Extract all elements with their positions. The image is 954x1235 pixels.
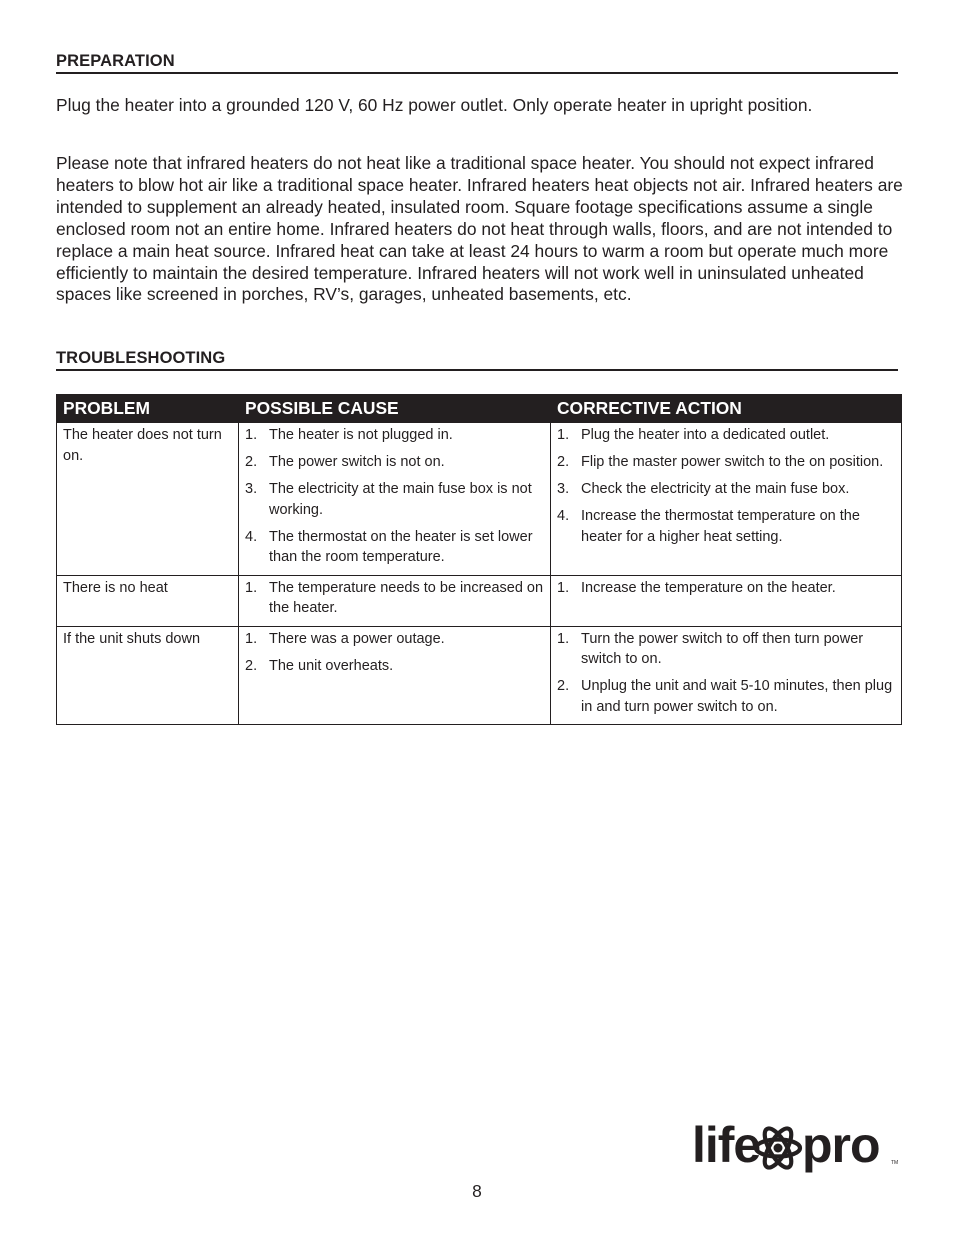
problem-cell: There is no heat	[57, 575, 239, 626]
action-cell	[551, 575, 902, 626]
list-text: There was a power outage.	[269, 630, 445, 647]
action-list	[557, 578, 895, 599]
logo-text-pro: pro	[802, 1117, 880, 1173]
atom-icon	[756, 1125, 800, 1172]
list-item	[557, 452, 895, 473]
list-text: The temperature needs to be increased on the heater.	[269, 579, 544, 616]
list-item	[245, 527, 544, 568]
table-header-row	[57, 395, 902, 423]
list-number: 3.	[245, 481, 258, 497]
column-header-possible-cause: POSSIBLE CAUSE	[239, 395, 551, 423]
cause-list	[245, 578, 544, 619]
list-text: Unplug the unit and wait 5-10 minutes, then plug in and turn power switch to on.	[581, 678, 893, 715]
cause-cell	[239, 423, 551, 576]
list-item	[245, 656, 544, 677]
column-header-problem: PROBLEM	[57, 395, 239, 423]
cause-list	[245, 629, 544, 677]
list-text: Plug the heater into a dedicated outlet.	[581, 427, 830, 443]
list-text: The heater is not plugged in.	[269, 427, 453, 443]
list-item	[245, 452, 544, 473]
problem-cell: The heater does not turn on.	[57, 423, 239, 576]
list-number: 1.	[245, 630, 258, 647]
table-row	[57, 626, 902, 725]
list-item	[245, 629, 544, 650]
list-text: The unit overheats.	[269, 657, 394, 674]
list-item	[557, 676, 895, 717]
list-number: 1.	[557, 630, 570, 647]
cause-list	[245, 425, 544, 568]
column-header-corrective-action: CORRECTIVE ACTION	[551, 395, 902, 423]
preparation-paragraph-infrared: Please note that infrared heaters do not heat like a traditional space heater. You should not expect infrared heaters to blow hot air like a traditional space heater. Infrared heaters heat objects not air. Infrared heaters are intended to supplement an already heated, insulated room. Square footage specifications assume a single enclosed room not an entire home. Infrared heaters do not heat through walls, floors, and are not intended to replace a main heat source. Infrared heat can take at least 24 hours to warm a room but operate much more efficiently to maintain the desired temperature. Infrared heaters will not work well in uninsulated unheated spaces like screened in porches, RV’s, garages, unheated basements, etc.	[56, 153, 903, 305]
list-text: Check the electricity at the main fuse box.	[581, 481, 850, 497]
list-text: The thermostat on the heater is set lower than the room temperature.	[269, 528, 533, 565]
table-row	[57, 423, 902, 576]
list-text: Turn the power switch to off then turn power switch to on.	[581, 630, 864, 667]
list-item	[557, 425, 895, 446]
problem-cell: If the unit shuts down	[57, 626, 239, 725]
list-number: 1.	[557, 579, 570, 596]
trademark-symbol: TM	[891, 1160, 899, 1166]
action-list	[557, 425, 895, 547]
list-number: 4.	[245, 528, 258, 545]
troubleshooting-table	[56, 394, 902, 725]
list-number: 2.	[557, 678, 570, 694]
list-number: 4.	[557, 508, 570, 524]
list-number: 1.	[245, 579, 258, 596]
action-cell	[551, 423, 902, 576]
list-item	[245, 425, 544, 446]
lifepro-logo	[692, 1117, 904, 1179]
list-item	[245, 479, 544, 520]
list-number: 1.	[245, 427, 258, 443]
list-number: 2.	[245, 657, 258, 674]
list-item	[557, 506, 895, 547]
cause-cell	[239, 575, 551, 626]
list-number: 2.	[557, 454, 570, 470]
cause-cell	[239, 626, 551, 725]
logo-text-life: life	[692, 1117, 761, 1173]
list-text: The power switch is not on.	[269, 454, 445, 470]
list-item	[245, 578, 544, 619]
list-number: 1.	[557, 427, 570, 443]
action-cell	[551, 626, 902, 725]
action-list	[557, 629, 895, 718]
list-text: Increase the temperature on the heater.	[581, 579, 836, 596]
list-number: 3.	[557, 481, 570, 497]
preparation-paragraph-outlet: Plug the heater into a grounded 120 V, 60 Hz power outlet. Only operate heater in upright position.	[56, 95, 813, 115]
list-item	[557, 578, 895, 599]
list-item	[557, 479, 895, 500]
list-text: The electricity at the main fuse box is not working.	[269, 481, 532, 518]
page-number: 8	[472, 1181, 482, 1201]
list-item	[557, 629, 895, 670]
list-text: Increase the thermostat temperature on the heater for a higher heat setting.	[581, 508, 860, 545]
preparation-heading: PREPARATION	[56, 52, 898, 74]
list-text: Flip the master power switch to the on position.	[581, 454, 884, 470]
troubleshooting-heading: TROUBLESHOOTING	[56, 349, 898, 371]
table-row	[57, 575, 902, 626]
list-number: 2.	[245, 454, 258, 470]
